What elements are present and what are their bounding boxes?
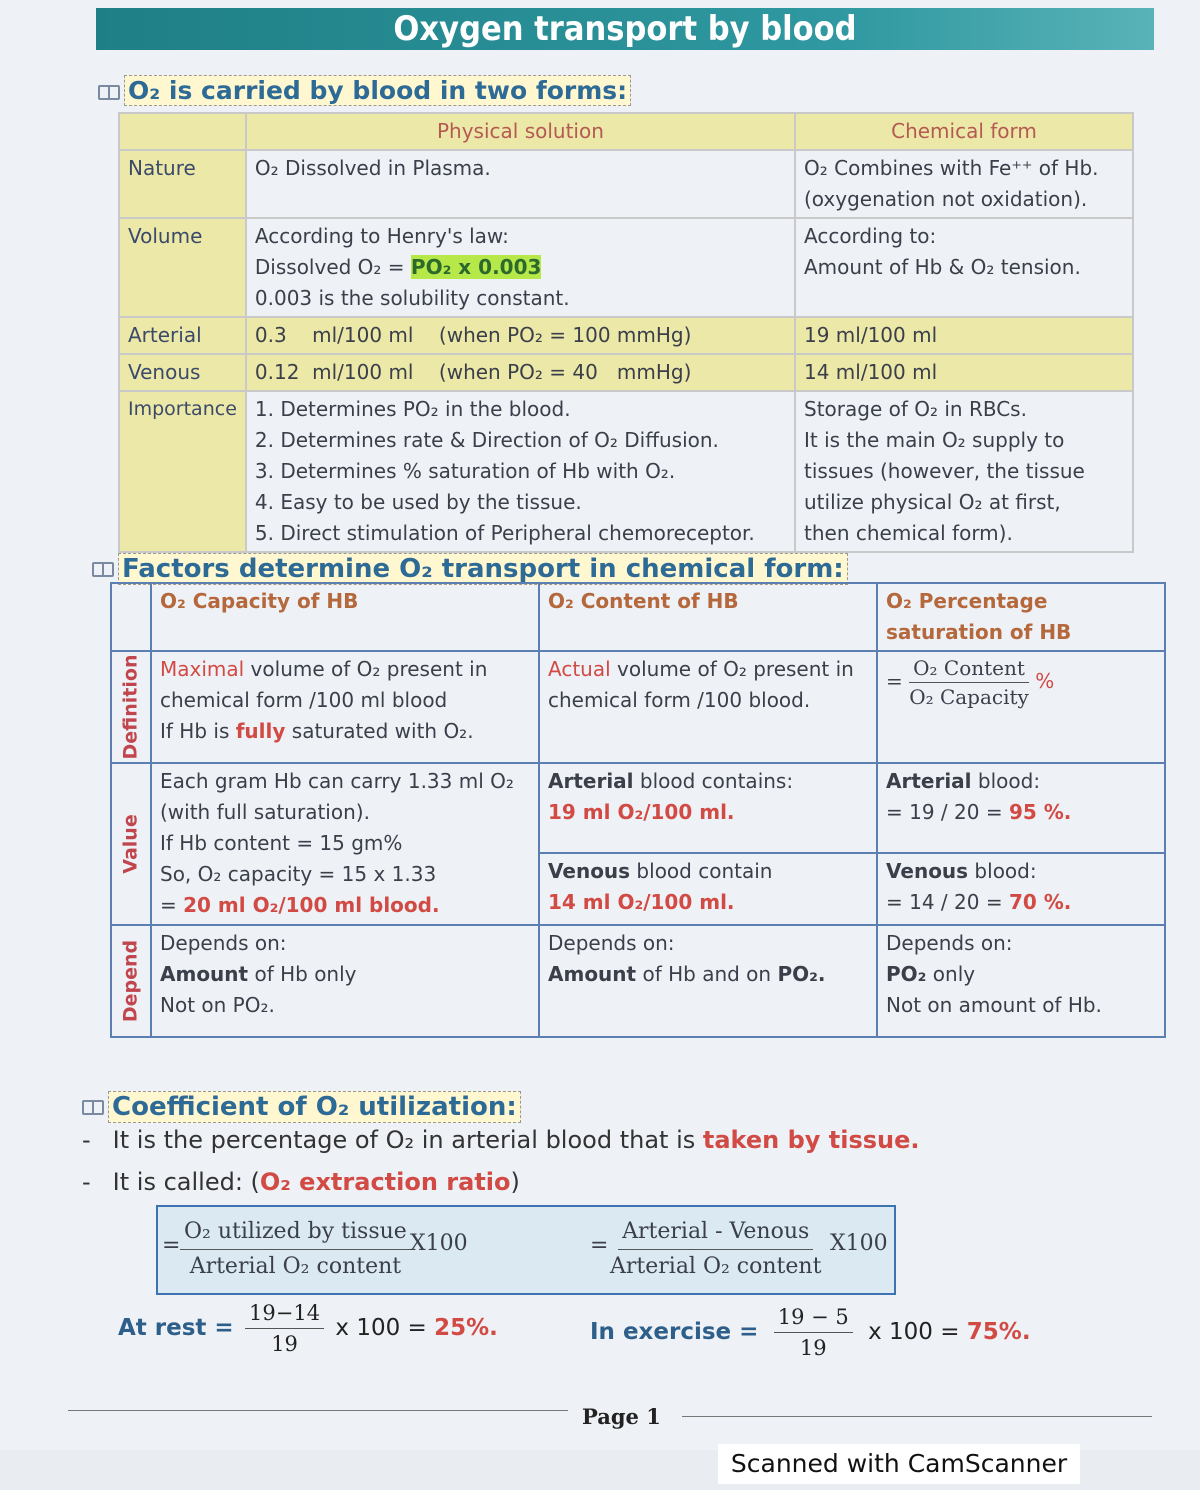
nature-chemical: O₂ Combines with Fe⁺⁺ of Hb. (oxygenation not oxidation). [795,150,1133,218]
book-icon [98,85,120,100]
scanner-watermark: Scanned with CamScanner [718,1444,1080,1484]
nature-physical: O₂ Dissolved in Plasma. [246,150,795,218]
formula1-fraction: O₂ utilized by tissue Arterial O₂ content [180,1215,411,1284]
arterial-chemical: 19 ml/100 ml [795,317,1133,354]
capacity-header: O₂ Capacity of HB [151,583,539,651]
importance-physical: 1. Determines PO₂ in the blood. 2. Determines rate & Direction of O₂ Diffusion. 3. Determines % saturation of Hb with O₂. 4. Easy to be used by the tissue. 5. Direct stimulation of Peripheral chemoreceptor. [246,391,795,552]
section2-heading: Factors determine O₂ transport in chemical form: [92,554,848,584]
henry-formula-highlight: PO₂ x 0.003 [410,255,542,279]
bullet-name: - It is called: (O₂ extraction ratio) [82,1168,520,1196]
percentage-header: O₂ Percentage saturation of HB [877,583,1165,651]
value-content-arterial: Arterial blood contains: 19 ml O₂/100 ml. [539,763,877,853]
row-label-nature: Nature [119,150,246,218]
row-label-importance: Importance [119,391,246,552]
side-label-depend: Depend [119,939,142,1023]
side-label-value: Value [119,814,142,874]
content-header: O₂ Content of HB [539,583,877,651]
volume-physical: According to Henry's law: Dissolved O₂ = PO₂ x 0.003 0.003 is the solubility constant. [246,218,795,317]
utilization-formula-box: = O₂ utilized by tissue Arterial O₂ content X100 = Arterial - Venous Arterial O₂ content X100 [156,1205,896,1295]
depend-percentage: Depends on: PO₂ only Not on amount of Hb. [877,925,1165,1037]
venous-chemical: 14 ml/100 ml [795,354,1133,391]
venous-physical: 0.12 ml/100 ml (when PO₂ = 40 mmHg) [246,354,795,391]
depend-content: Depends on: Amount of Hb and on PO₂. [539,925,877,1037]
section1-heading: O₂ is carried by blood in two forms: [98,76,631,105]
row-label-arterial: Arterial [119,317,246,354]
exercise-calculation: In exercise = $\frac{19 - 5}{19}$ x 100 = 75%. [590,1302,1031,1363]
definition-capacity: Maximal volume of O₂ present in chemical form /100 ml blood If Hb is fully saturated with O₂. [151,651,539,763]
page-title: Oxygen transport by blood [96,8,1154,50]
importance-chemical: Storage of O₂ in RBCs. It is the main O₂ supply to tissues (however, the tissue utilize physical O₂ at first, then chemical form). [795,391,1133,552]
row-label-volume: Volume [119,218,246,317]
definition-percentage: = $\frac{\text{O₂ Content}}{\text{O₂ Capacity}}$ % [877,651,1165,763]
value-capacity: Each gram Hb can carry 1.33 ml O₂ (with full saturation). If Hb content = 15 gm% So, O₂ capacity = 15 x 1.33 = 20 ml O₂/100 ml blood. [151,763,539,925]
value-pct-venous: Venous blood: = 14 / 20 = 70 %. [877,853,1165,925]
formula2-fraction: Arterial - Venous Arterial O₂ content [610,1215,821,1284]
physical-solution-header: Physical solution [246,113,795,150]
book-icon [82,1100,104,1115]
at-rest-calculation: At rest = $\frac{19-14}{19}$ x 100 = 25%. [118,1298,498,1359]
footer-divider-left [68,1410,568,1411]
row-label-venous: Venous [119,354,246,391]
bullet-definition: - It is the percentage of O₂ in arterial blood that is taken by tissue. [82,1126,920,1154]
depend-capacity: Depends on: Amount of Hb only Not on PO₂. [151,925,539,1037]
footer-divider-right [682,1416,1152,1417]
chemical-factors-table [110,582,1166,1038]
value-pct-arterial: Arterial blood: = 19 / 20 = 95 %. [877,763,1165,853]
oxygen-forms-table [118,112,1134,553]
value-content-venous: Venous blood contain 14 ml O₂/100 ml. [539,853,877,925]
chemical-form-header: Chemical form [795,113,1133,150]
arterial-physical: 0.3 ml/100 ml (when PO₂ = 100 mmHg) [246,317,795,354]
volume-chemical: According to: Amount of Hb & O₂ tension. [795,218,1133,317]
section3-heading: Coefficient of O₂ utilization: [82,1092,521,1122]
page-number: Page 1 [582,1404,661,1429]
side-label-definition: Definition [119,654,142,760]
book-icon [92,562,114,577]
definition-content: Actual volume of O₂ present in chemical form /100 blood. [539,651,877,763]
